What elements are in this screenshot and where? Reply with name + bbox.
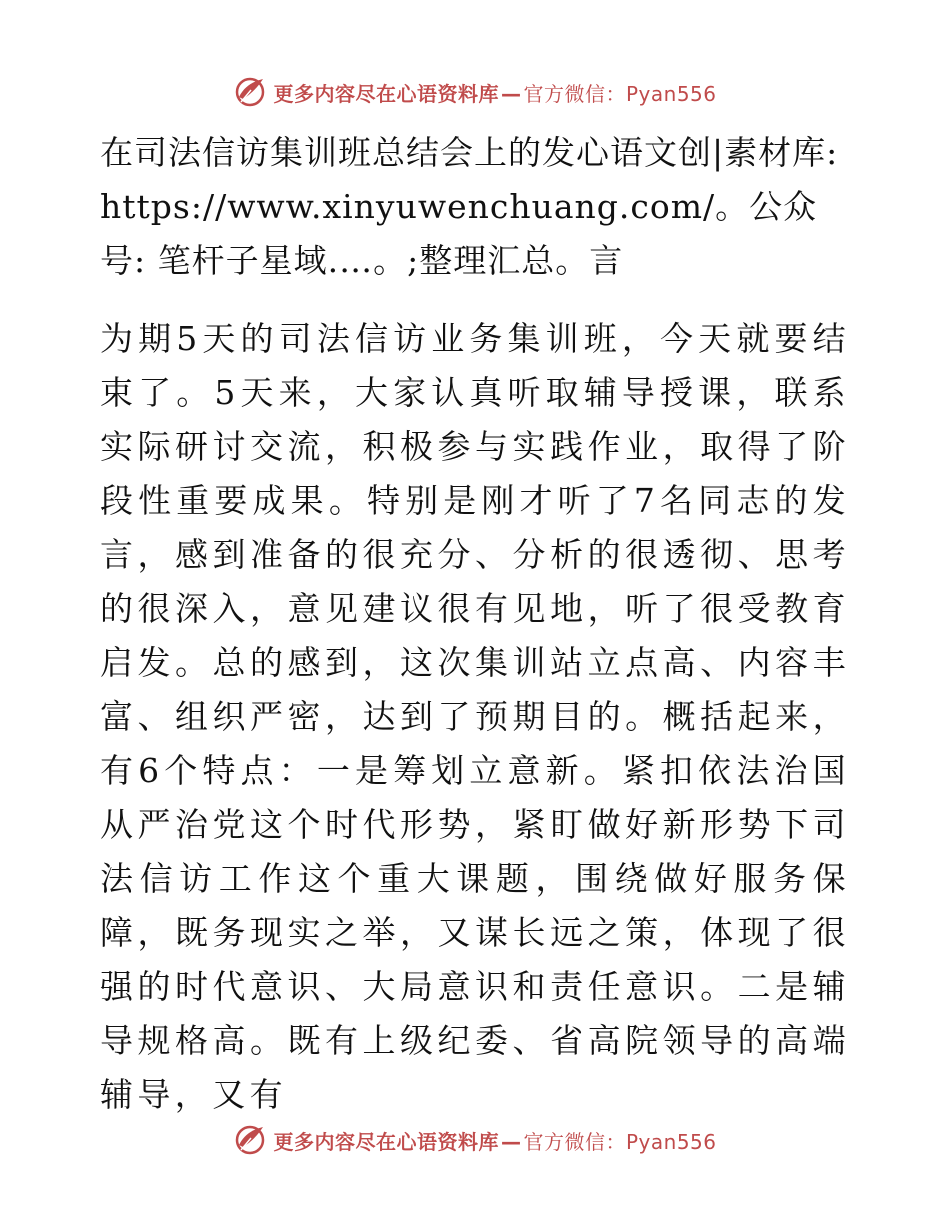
banner-text [273,78,716,107]
footer-wechat-label: 官方微信： [523,1129,626,1154]
body-paragraph: 为期5天的司法信访业务集训班，今天就要结束了。5天来，大家认真听取辅导授课，联系实际研讨交流，积极参与实践作业，取得了阶段性重要成果。特别是刚才听了7名同志的发言，感到准备的很充分、分析的很透彻、思考的很深入，意见建议很有见地，听了很受教育启发。总的感到，这次集训站立点高、内容丰富、组织严密，达到了预期目的。概括起来，有6个特点：一是筹划立意新。紧扣依法治国从严治党这个时代形势，紧盯做好新形势下司法信访工作这个重大课题，围绕做好服务保障，既务现实之举，又谋长远之策，体现了很强的时代意识、大局意识和责任意识。二是辅导规格高。既有上级纪委、省高院领导的高端辅导，又有 [100,319,850,1114]
banner-separator: — [500,81,522,106]
banner-wechat-account: Pyan556 [625,81,717,106]
footer-separator: — [500,1129,522,1154]
footer-banner [0,1120,950,1160]
footer-brand: 更多内容尽在心语资料库 [273,1129,499,1154]
feather-quill-logo-icon [233,75,267,109]
footer-wechat-account: Pyan556 [625,1129,717,1154]
feather-quill-logo-icon [233,1123,267,1157]
footer-banner-text [273,1126,716,1155]
header-banner [0,72,950,112]
banner-wechat-label: 官方微信： [523,81,626,106]
banner-brand: 更多内容尽在心语资料库 [273,81,499,106]
document-title: 在司法信访集训班总结会上的发心语文创|素材库: https://www.xinyuwenchuang.com/。公众号: 笔杆子星域.…。;整理汇总。言 [100,133,839,280]
